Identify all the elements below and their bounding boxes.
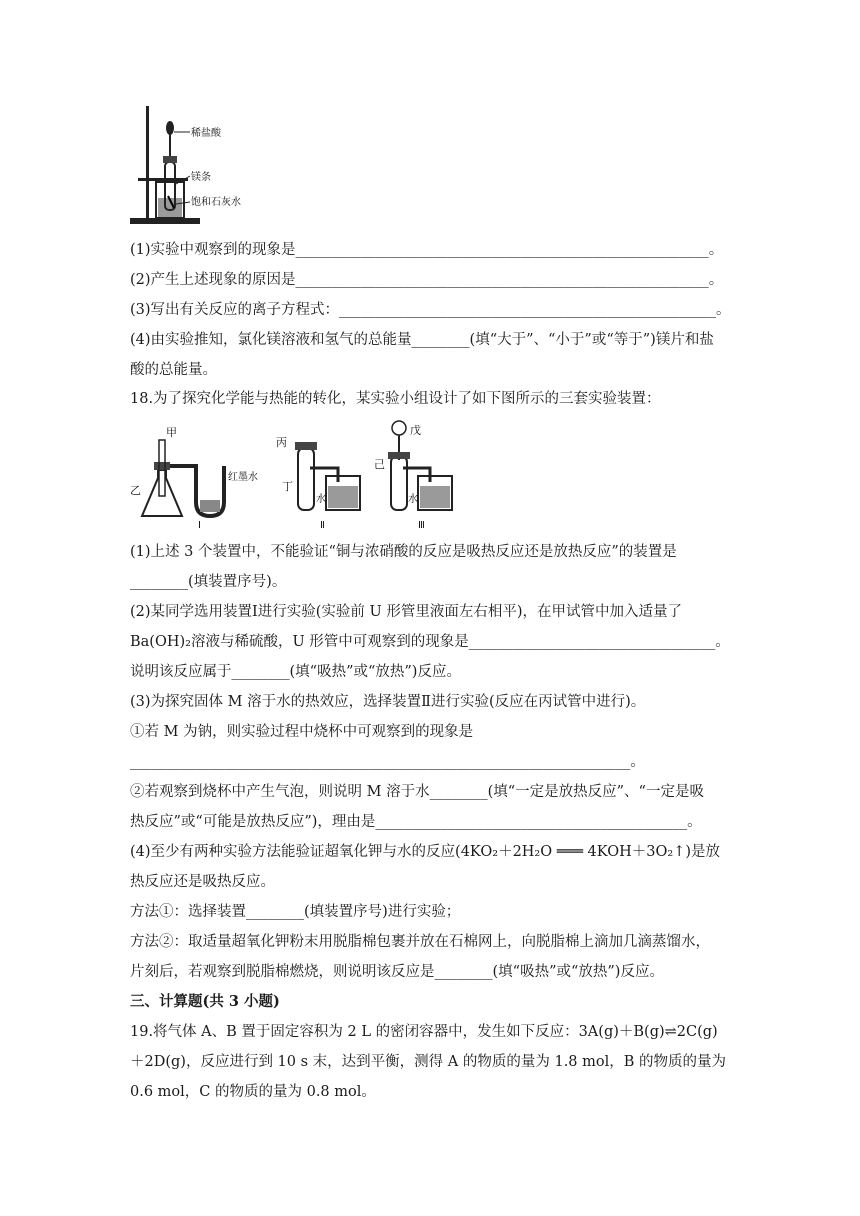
q18-part4-line1: (4)至少有两种实验方法能验证超氧化钾与水的反应(4KO₂＋2H₂O ═══ 4KOH＋3O₂↑)是放	[130, 844, 720, 860]
label-magnesium: 镁条	[191, 172, 211, 183]
q18-part1-line2: ________(填装置序号)。	[130, 574, 287, 590]
label-red-ink: 红墨水	[228, 472, 258, 483]
q18-method1: 方法①：选择装置________(填装置序号)进行实验；	[130, 904, 461, 920]
apparatus-diagram	[128, 104, 258, 228]
figure-magnesium-apparatus	[128, 104, 258, 228]
stopper-3	[388, 452, 410, 459]
q18-part3-1-line2: _____________________________________________________________________。	[130, 754, 645, 770]
q17-part4-line2: 酸的总能量。	[130, 362, 217, 378]
q19-line1: 19.将气体 A、B 置于固定容积为 2 L 的密闭容器中，发生如下反应：3A(g)＋B(g)⇌2C(g)	[130, 1024, 718, 1040]
label-limewater: 饱和石灰水	[191, 197, 241, 208]
q18-part3-2-line1: ②若观察到烧杯中产生气泡，则说明 M 溶于水________(填“一定是放热反应”、“一定是吸	[130, 784, 704, 800]
flask	[142, 470, 182, 516]
label-apparatus-3: Ⅲ	[418, 520, 425, 530]
q18-part2-line3: 说明该反应属于________(填“吸热”或“放热”)反应。	[130, 664, 461, 680]
stand-pole	[146, 106, 149, 219]
q19-line3: 0.6 mol，C 的物质的量为 0.8 mol。	[130, 1084, 376, 1100]
label-wu: 戊	[410, 424, 421, 437]
label-ji: 己	[374, 458, 385, 471]
section-title-calculation: 三、计算题(共 3 小题)	[130, 993, 280, 1010]
label-water-2: 水	[316, 494, 326, 505]
water-3	[420, 486, 450, 508]
q18-method2-line2: 片刻后，若观察到脱脂棉燃烧，则说明该反应是________(填“吸热”或“放热”)反应。	[130, 964, 664, 980]
figure-three-apparatus	[130, 420, 480, 530]
tube-ji	[391, 456, 407, 510]
q18-stem: 18.为了探究化学能与热能的转化，某实验小组设计了如下图所示的三套实验装置：	[130, 391, 661, 407]
q19-line2: ＋2D(g)，反应进行到 10 s 末，达到平衡，测得 A 的物质的量为 1.8 mol，B 的物质的量为	[130, 1054, 727, 1070]
label-bing: 丙	[276, 436, 287, 449]
label-dilute-hcl: 稀盐酸	[191, 128, 221, 139]
water-2	[328, 486, 358, 508]
q17-part2: (2)产生上述现象的原因是_________________________________________________________。	[130, 272, 724, 288]
q18-part2-line2: Ba(OH)₂溶液与稀硫酸，U 形管中可观察到的现象是__________________________________。	[130, 634, 730, 650]
funnel-wu	[392, 421, 406, 435]
q17-part4-line1: (4)由实验推知，氯化镁溶液和氢气的总能量________(填“大于”、“小于”或“等于”)镁片和盐	[130, 332, 714, 348]
q18-part3-2-line2: 热反应”或“可能是放热反应”)，理由是___________________________________________。	[130, 814, 702, 830]
stand-clamp	[138, 178, 188, 181]
q17-part1: (1)实验中观察到的现象是_________________________________________________________。	[130, 242, 724, 258]
label-jia: 甲	[166, 426, 177, 439]
stopper-2	[295, 442, 317, 450]
q18-method2-line1: 方法②：取适量超氧化钾粉末用脱脂棉包裹并放在石棉网上，向脱脂棉上滴加几滴蒸馏水，	[130, 934, 710, 950]
stopper	[163, 156, 177, 163]
label-apparatus-1: Ⅰ	[198, 520, 201, 530]
flask-stopper	[154, 462, 170, 470]
label-ding: 丁	[282, 480, 293, 493]
q18-part3-1-line1: ①若 M 为钠，则实验过程中烧杯中可观察到的现象是	[130, 724, 474, 740]
q17-part3: (3)写出有关反应的离子方程式：____________________________________________________。	[130, 302, 731, 318]
q18-part2-line1: (2)某同学选用装置Ⅰ进行实验(实验前 U 形管里液面左右相平)，在甲试管中加入适量了	[130, 604, 683, 620]
tube-bing	[298, 448, 314, 510]
dropper-bulb	[166, 121, 174, 135]
q18-part3: (3)为探究固体 M 溶于水的热效应，选择装置Ⅱ进行实验(反应在丙试管中进行)。	[130, 694, 646, 710]
q18-part4-line2: 热反应还是吸热反应。	[130, 874, 275, 890]
label-apparatus-2: Ⅱ	[320, 520, 325, 530]
label-water-3: 水	[408, 494, 418, 505]
u-tube-liquid	[200, 500, 220, 512]
three-apparatus-diagram	[130, 420, 480, 530]
label-yi: 乙	[130, 484, 141, 497]
q18-part1-line1: (1)上述 3 个装置中，不能验证“铜与浓硝酸的反应是吸热反应还是放热反应”的装置是	[130, 544, 677, 560]
